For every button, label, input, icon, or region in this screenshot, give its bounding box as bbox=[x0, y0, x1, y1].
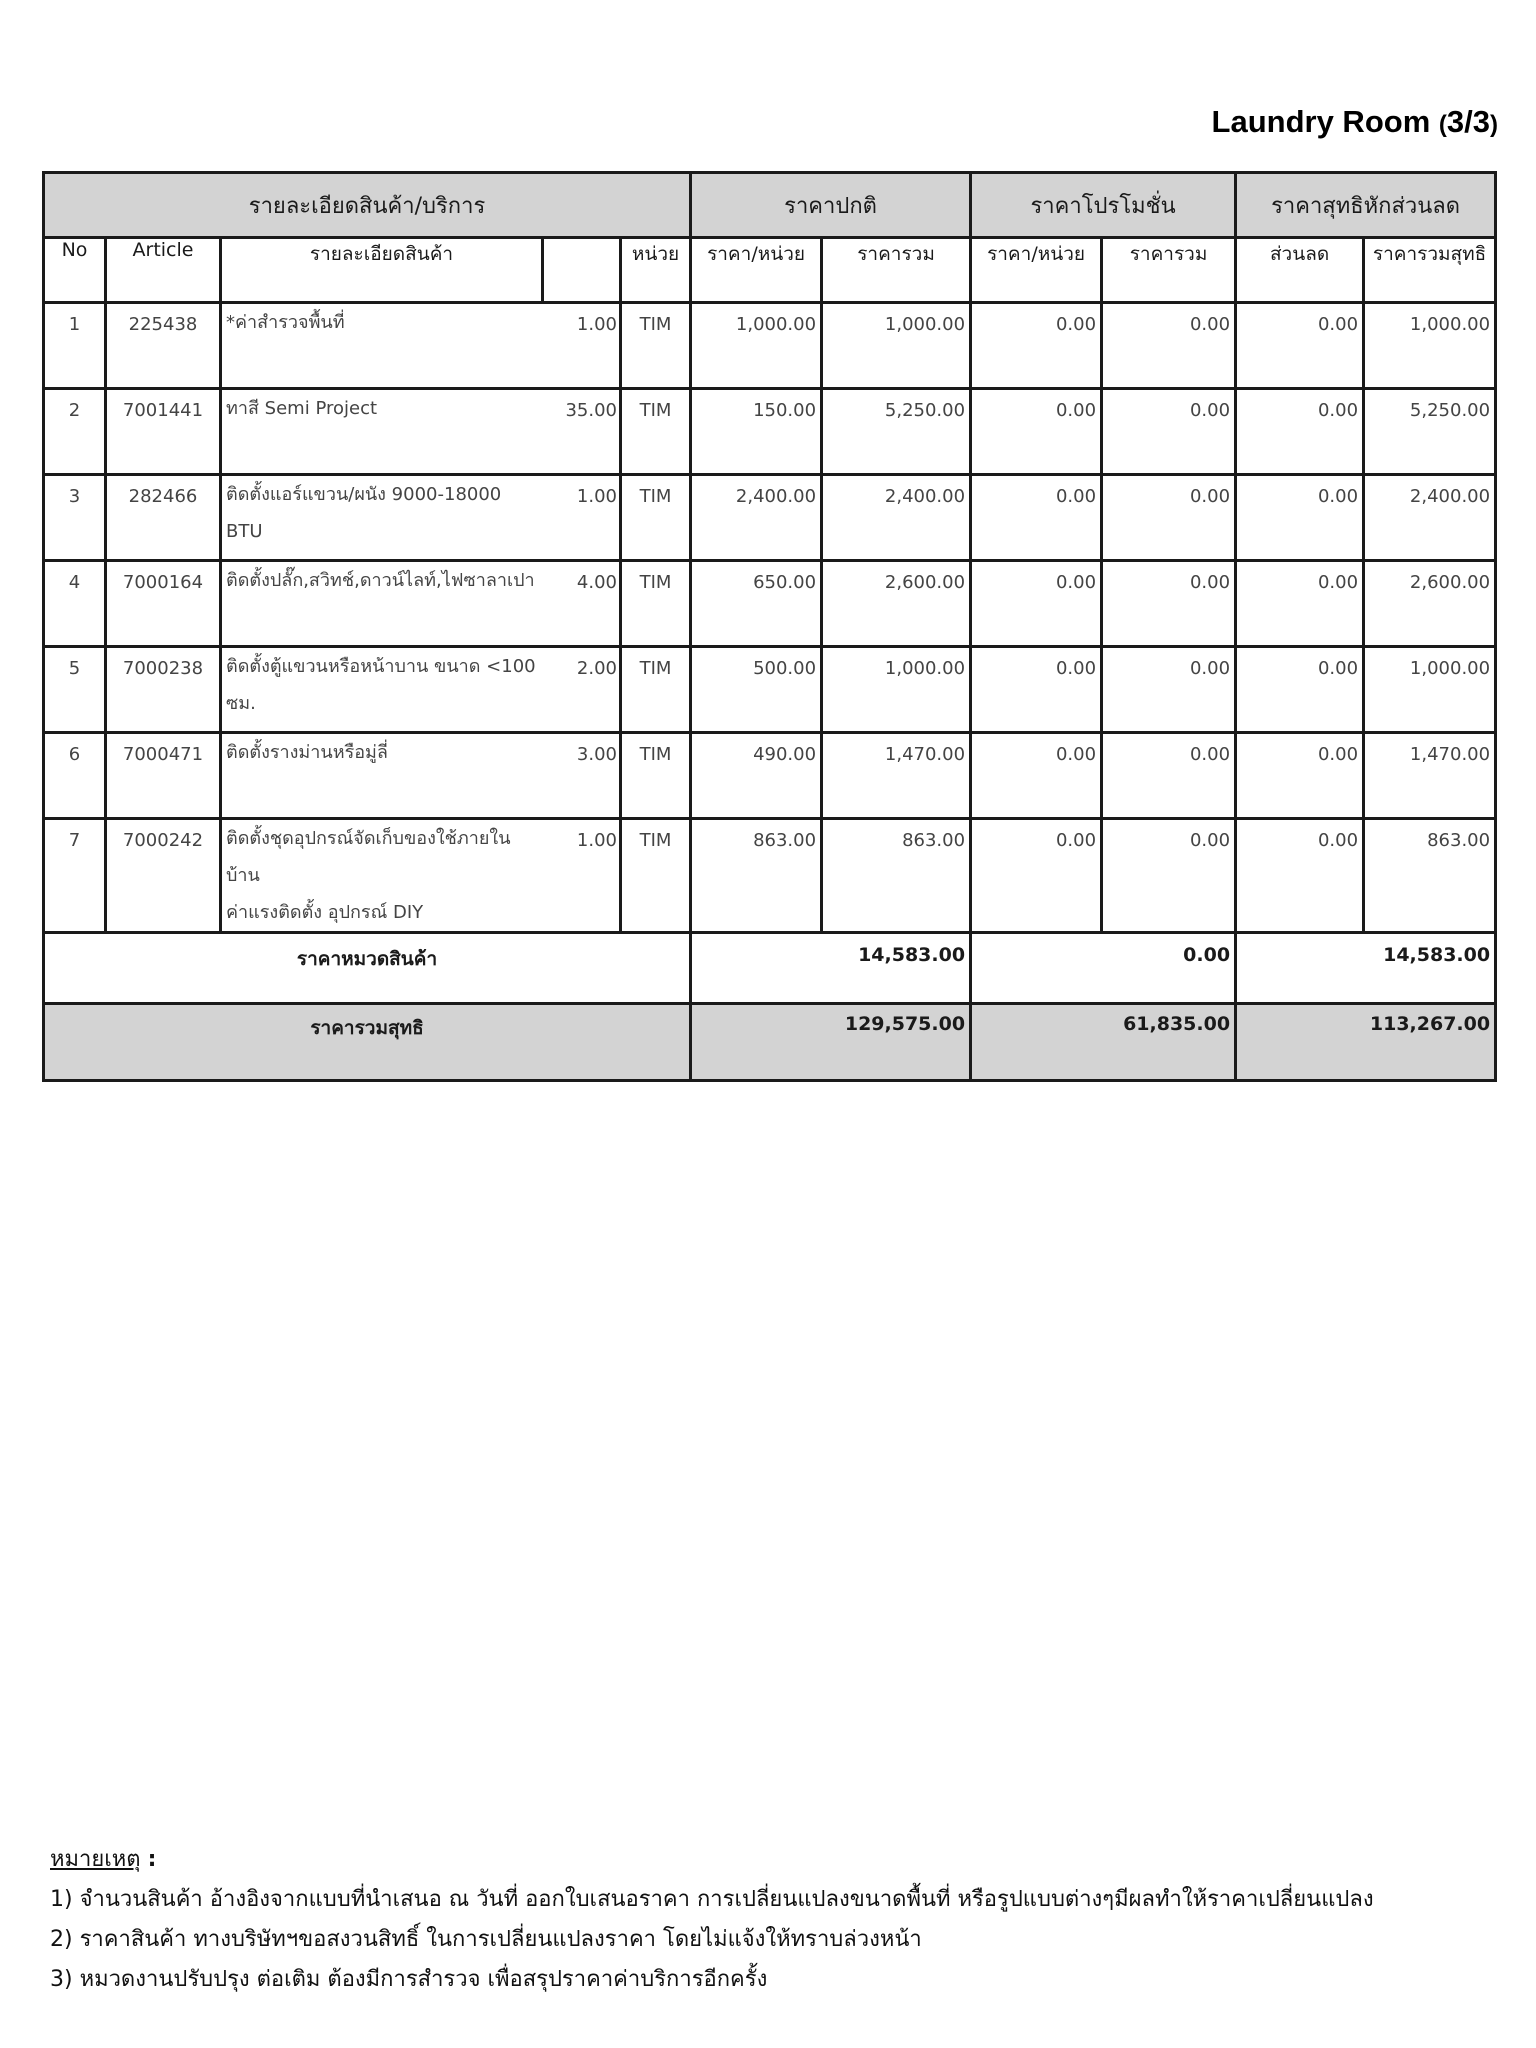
cell-discount: 0.00 bbox=[1236, 647, 1364, 733]
cell-unit: TIM bbox=[621, 561, 691, 647]
note-item-3: 3) หมวดงานปรับปรุง ต่อเติม ต้องมีการสำรวจ เพื่อสรุปราคาค่าบริการอีกครั้ง bbox=[50, 1967, 768, 1992]
cell-net-total: 2,600.00 bbox=[1364, 561, 1496, 647]
cell-net-total: 1,000.00 bbox=[1364, 647, 1496, 733]
cell-promo-unit-price: 0.00 bbox=[971, 561, 1102, 647]
cell-total: 5,250.00 bbox=[822, 389, 971, 475]
table-row bbox=[44, 647, 1496, 733]
cell-unit-price: 863.00 bbox=[691, 819, 822, 933]
cell-total: 1,000.00 bbox=[822, 647, 971, 733]
table-row bbox=[44, 819, 1496, 933]
col-discount: ส่วนลด bbox=[1236, 238, 1364, 303]
col-promo-unit-price: ราคา/หน่วย bbox=[971, 238, 1102, 303]
cell-description: ติดตั้งรางม่านหรือมู่ลี่ bbox=[221, 733, 543, 819]
cell-net-total: 1,470.00 bbox=[1364, 733, 1496, 819]
column-header-row bbox=[44, 238, 1496, 303]
cell-article: 282466 bbox=[106, 475, 221, 561]
cell-unit: TIM bbox=[621, 389, 691, 475]
cell-promo-unit-price: 0.00 bbox=[971, 475, 1102, 561]
cell-article: 7000164 bbox=[106, 561, 221, 647]
cell-promo-total: 0.00 bbox=[1102, 475, 1236, 561]
cell-article: 7000471 bbox=[106, 733, 221, 819]
cell-unit: TIM bbox=[621, 303, 691, 389]
cell-promo-total: 0.00 bbox=[1102, 303, 1236, 389]
cell-unit-price: 490.00 bbox=[691, 733, 822, 819]
quotation-table bbox=[42, 171, 1497, 1082]
cell-no: 3 bbox=[44, 475, 106, 561]
col-article: Article bbox=[106, 238, 221, 303]
group-promo-price: ราคาโปรโมชั่น bbox=[971, 173, 1236, 238]
cell-qty: 4.00 bbox=[543, 561, 621, 647]
subtotal-normal: 14,583.00 bbox=[691, 933, 971, 1004]
cell-total: 1,470.00 bbox=[822, 733, 971, 819]
cell-discount: 0.00 bbox=[1236, 389, 1364, 475]
cell-no: 2 bbox=[44, 389, 106, 475]
cell-qty: 35.00 bbox=[543, 389, 621, 475]
cell-promo-unit-price: 0.00 bbox=[971, 733, 1102, 819]
cell-unit-price: 650.00 bbox=[691, 561, 822, 647]
grand-total-row bbox=[44, 1004, 1496, 1081]
table-row bbox=[44, 303, 1496, 389]
subtotal-row bbox=[44, 933, 1496, 1004]
cell-discount: 0.00 bbox=[1236, 733, 1364, 819]
cell-net-total: 5,250.00 bbox=[1364, 389, 1496, 475]
col-promo-total: ราคารวม bbox=[1102, 238, 1236, 303]
notes-section: หมายเหตุ : 1) จำนวนสินค้า อ้างอิงจากแบบที่นำเสนอ ณ วันที่ ออกใบเสนอราคา การเปลี่ยนแปลงขนาดพื้นที่ หรือรูปแบบต่างๆมีผลทำให้ราคาเปลี่ยนแปลง 2) ราคาสินค้า ทางบริษัทฯขอสงวนสิทธิ์ ในการเปลี่ยนแปลงราคา โดยไม่แจ้งให้ทราบล่วงหน้า 3) หมวดงานปรับปรุง ต่อเติม ต้องมีการสำรวจ เพื่อสรุปราคาค่าบริการอีกครั้ง bbox=[50, 1840, 1374, 2000]
cell-article: 225438 bbox=[106, 303, 221, 389]
note-item-2: 2) ราคาสินค้า ทางบริษัทฯขอสงวนสิทธิ์ ในการเปลี่ยนแปลงราคา โดยไม่แจ้งให้ทราบล่วงหน้า bbox=[50, 1927, 922, 1952]
cell-description: ติดตั้งชุดอุปกรณ์จัดเก็บของใช้ภายในบ้าน ค่าแรงติดตั้ง อุปกรณ์ DIY bbox=[221, 819, 543, 933]
cell-qty: 1.00 bbox=[543, 819, 621, 933]
col-net-total: ราคารวมสุทธิ bbox=[1364, 238, 1496, 303]
grand-total-promo: 61,835.00 bbox=[971, 1004, 1236, 1081]
cell-unit-price: 500.00 bbox=[691, 647, 822, 733]
cell-unit-price: 2,400.00 bbox=[691, 475, 822, 561]
cell-discount: 0.00 bbox=[1236, 819, 1364, 933]
col-unit-price: ราคา/หน่วย bbox=[691, 238, 822, 303]
cell-no: 7 bbox=[44, 819, 106, 933]
cell-unit: TIM bbox=[621, 733, 691, 819]
cell-promo-unit-price: 0.00 bbox=[971, 389, 1102, 475]
notes-title: หมายเหตุ bbox=[50, 1847, 141, 1872]
cell-description: *ค่าสำรวจพื้นที่ bbox=[221, 303, 543, 389]
subtotal-net: 14,583.00 bbox=[1236, 933, 1496, 1004]
page-title: Laundry Room (3/3) bbox=[1211, 104, 1498, 139]
cell-no: 4 bbox=[44, 561, 106, 647]
cell-unit: TIM bbox=[621, 475, 691, 561]
table-row bbox=[44, 561, 1496, 647]
col-qty bbox=[543, 238, 621, 303]
col-unit: หน่วย bbox=[621, 238, 691, 303]
cell-unit-price: 150.00 bbox=[691, 389, 822, 475]
cell-net-total: 863.00 bbox=[1364, 819, 1496, 933]
cell-discount: 0.00 bbox=[1236, 475, 1364, 561]
room-name: Laundry Room bbox=[1211, 104, 1431, 139]
cell-net-total: 2,400.00 bbox=[1364, 475, 1496, 561]
subtotal-label: ราคาหมวดสินค้า bbox=[44, 933, 691, 1004]
cell-promo-total: 0.00 bbox=[1102, 647, 1236, 733]
cell-no: 5 bbox=[44, 647, 106, 733]
cell-promo-unit-price: 0.00 bbox=[971, 303, 1102, 389]
cell-promo-total: 0.00 bbox=[1102, 733, 1236, 819]
subtotal-promo: 0.00 bbox=[971, 933, 1236, 1004]
cell-promo-unit-price: 0.00 bbox=[971, 819, 1102, 933]
cell-description: ทาสี Semi Project bbox=[221, 389, 543, 475]
cell-promo-unit-price: 0.00 bbox=[971, 647, 1102, 733]
cell-promo-total: 0.00 bbox=[1102, 819, 1236, 933]
col-total: ราคารวม bbox=[822, 238, 971, 303]
cell-discount: 0.00 bbox=[1236, 561, 1364, 647]
table-row bbox=[44, 733, 1496, 819]
cell-article: 7001441 bbox=[106, 389, 221, 475]
cell-qty: 1.00 bbox=[543, 303, 621, 389]
cell-qty: 3.00 bbox=[543, 733, 621, 819]
col-no: No bbox=[44, 238, 106, 303]
cell-qty: 2.00 bbox=[543, 647, 621, 733]
grand-total-net: 113,267.00 bbox=[1236, 1004, 1496, 1081]
cell-no: 1 bbox=[44, 303, 106, 389]
cell-no: 6 bbox=[44, 733, 106, 819]
grand-total-label: ราคารวมสุทธิ bbox=[44, 1004, 691, 1081]
page-label: 3/3 bbox=[1446, 104, 1490, 139]
group-net-price: ราคาสุทธิหักส่วนลด bbox=[1236, 173, 1496, 238]
cell-total: 1,000.00 bbox=[822, 303, 971, 389]
col-description: รายละเอียดสินค้า bbox=[221, 238, 543, 303]
cell-description: ติดตั้งตู้แขวนหรือหน้าบาน ขนาด <100 ซม. bbox=[221, 647, 543, 733]
cell-total: 2,400.00 bbox=[822, 475, 971, 561]
cell-net-total: 1,000.00 bbox=[1364, 303, 1496, 389]
cell-unit: TIM bbox=[621, 647, 691, 733]
cell-unit-price: 1,000.00 bbox=[691, 303, 822, 389]
cell-promo-total: 0.00 bbox=[1102, 561, 1236, 647]
cell-total: 863.00 bbox=[822, 819, 971, 933]
group-normal-price: ราคาปกติ bbox=[691, 173, 971, 238]
cell-discount: 0.00 bbox=[1236, 303, 1364, 389]
cell-article: 7000242 bbox=[106, 819, 221, 933]
cell-article: 7000238 bbox=[106, 647, 221, 733]
cell-promo-total: 0.00 bbox=[1102, 389, 1236, 475]
table-row bbox=[44, 475, 1496, 561]
cell-unit: TIM bbox=[621, 819, 691, 933]
group-header-row bbox=[44, 173, 1496, 238]
cell-total: 2,600.00 bbox=[822, 561, 971, 647]
cell-description: ติดตั้งแอร์แขวน/ผนัง 9000-18000 BTU bbox=[221, 475, 543, 561]
cell-qty: 1.00 bbox=[543, 475, 621, 561]
group-details: รายละเอียดสินค้า/บริการ bbox=[44, 173, 691, 238]
table-row bbox=[44, 389, 1496, 475]
grand-total-normal: 129,575.00 bbox=[691, 1004, 971, 1081]
note-item-1: 1) จำนวนสินค้า อ้างอิงจากแบบที่นำเสนอ ณ วันที่ ออกใบเสนอราคา การเปลี่ยนแปลงขนาดพื้นที่ หรือรูปแบบต่างๆมีผลทำให้ราคาเปลี่ยนแปลง bbox=[50, 1887, 1374, 1912]
cell-description: ติดตั้งปลั๊ก,สวิทช์,ดาวน์ไลท์,ไฟซาลาเปา bbox=[221, 561, 543, 647]
